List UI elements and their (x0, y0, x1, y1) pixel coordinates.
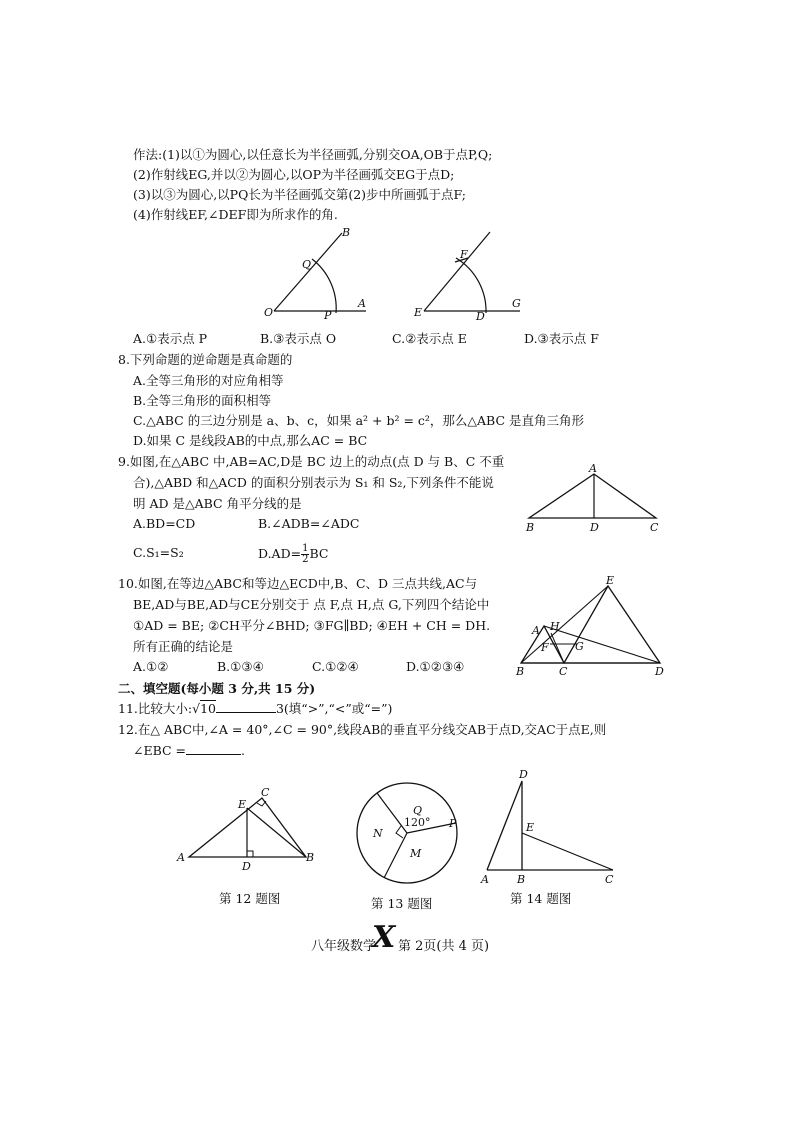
q7-option-d: D.③表示点 F (524, 331, 599, 346)
q10-option-c: C.①②④ (312, 659, 359, 674)
q7-label-q: Q (302, 258, 312, 271)
q12-line-2-suffix: . (241, 743, 246, 758)
fig13-label-m: M (410, 847, 422, 860)
fig12-label-c: C (261, 786, 270, 799)
q10-label-h: H (550, 620, 560, 633)
q7-label-p: P (324, 309, 332, 322)
fig12-label-d: D (242, 860, 251, 873)
footer-left: 八年级数学 (311, 939, 377, 954)
q9-option-a: A.BD=CD (133, 516, 196, 531)
fig14-label-b: B (517, 873, 526, 886)
fig13-label-n: N (373, 827, 383, 840)
q7-option-a: A.①表示点 P (133, 331, 208, 346)
q11-suffix: 3(填“>”,“<”或“=”) (275, 701, 393, 716)
q7-label-o: O (264, 306, 274, 319)
q9-fraction-num: 1 (302, 543, 309, 554)
q10-stem-3: ①AD = BE; ②CH平分∠BHD; ③FG∥BD; ④EH + CH = DH. (133, 618, 491, 633)
q9-label-b: B (526, 521, 535, 534)
q9-label-d: D (590, 521, 599, 534)
q7-label-e: E (414, 306, 423, 319)
q9-stem-2: 合),△ABD 和△ACD 的面积分别表示为 S₁ 和 S₂,下列条件不能说 (133, 475, 494, 490)
q10-label-g: G (575, 640, 584, 653)
q11-prefix: 11.比较大小: (118, 701, 193, 716)
q7-label-b: B (342, 226, 351, 239)
q7-label-a: A (358, 297, 366, 310)
figure-13-caption: 第 13 题图 (371, 896, 433, 911)
q10-option-b: B.①③④ (217, 659, 264, 674)
q10-label-d: D (655, 665, 664, 678)
figure-14-caption: 第 14 题图 (510, 891, 572, 906)
q7-option-c: C.②表示点 E (392, 331, 467, 346)
figure-12-caption: 第 12 题图 (219, 891, 281, 906)
q12-line-2-prefix: ∠EBC = (133, 743, 187, 758)
q10-option-a: A.①② (133, 659, 169, 674)
q12-line-1: 12.在△ ABC中,∠A = 40°,∠C = 90°,线段AB的垂直平分线交AB于点D,交AC于点E,则 (118, 722, 607, 737)
fig13-label-q: Q (413, 804, 423, 817)
q8-stem: 8.下列命题的逆命题是真命题的 (118, 352, 293, 367)
q9-option-d-suffix: BC (309, 546, 329, 561)
q8-option-b: B.全等三角形的面积相等 (133, 393, 272, 408)
q10-stem-4: 所有正确的结论是 (133, 639, 234, 654)
q9-stem-3: 明 AD 是△ABC 角平分线的是 (133, 496, 302, 511)
q10-stem-2: BE,AD与BE,AD与CE分别交于 点 F,点 H,点 G,下列四个结论中 (133, 597, 490, 612)
fig12-label-b: B (306, 851, 315, 864)
q10-stem-1: 10.如图,在等边△ABC和等边△ECD中,B、C、D 三点共线,AC与 (118, 576, 478, 591)
footer-logo-mark: X (372, 920, 396, 955)
q9-option-d-prefix: D.AD= (258, 546, 302, 561)
q8-option-a: A.全等三角形的对应角相等 (133, 373, 284, 388)
sqrt-icon: √ (192, 701, 201, 716)
q7-step-4: (4)作射线EF,∠DEF即为所求作的角. (133, 207, 338, 222)
q9-option-b: B.∠ADB=∠ADC (258, 516, 360, 531)
fig14-label-d: D (519, 768, 528, 781)
fig12-label-a: A (177, 851, 185, 864)
q10-label-e: E (606, 574, 615, 587)
q10-label-b: B (516, 665, 525, 678)
fig14-label-c: C (605, 873, 614, 886)
q7-label-d: D (476, 310, 485, 323)
q10-label-a: A (532, 624, 540, 637)
q8-option-d: D.如果 C 是线段AB的中点,那么AC = BC (133, 433, 368, 448)
q7-option-b: B.③表示点 O (260, 331, 337, 346)
q7-label-g: G (512, 297, 521, 310)
fig13-label-angle: 120° (404, 816, 431, 829)
fig12-label-e: E (238, 798, 247, 811)
footer-page: 第 2页(共 4 页) (398, 939, 490, 954)
q10-option-d: D.①②③④ (406, 659, 465, 674)
q11-radicand: 10 (200, 701, 216, 716)
q7-step-2: (2)作射线EG,并以②为圆心,以OP为半径画弧交EG于点D; (133, 167, 455, 182)
q9-label-c: C (650, 521, 659, 534)
q9-stem-1: 9.如图,在△ABC 中,AB=AC,D是 BC 边上的动点(点 D 与 B、C 不重 (118, 454, 505, 469)
q8-option-c: C.△ABC 的三边分别是 a、b、c，如果 a² + b² = c²，那么△ABC 是直角三角形 (133, 413, 585, 428)
fig14-label-a: A (481, 873, 489, 886)
q7-step-3: (3)以③为圆心,以PQ长为半径画弧交第(2)步中所画弧于点F; (133, 187, 466, 202)
q9-fraction-den: 2 (302, 554, 309, 565)
section-2-title: 二、填空题(每小题 3 分,共 15 分) (118, 681, 316, 696)
q9-label-a: A (589, 462, 597, 475)
q10-label-c: C (559, 665, 568, 678)
q7-label-f: F (460, 248, 468, 261)
fig14-label-e: E (526, 821, 535, 834)
q7-step-1: 作法:(1)以①为圆心,以任意长为半径画弧,分别交OA,OB于点P,Q; (133, 147, 493, 162)
q10-label-f: F (541, 641, 549, 654)
q9-option-c: C.S₁=S₂ (133, 545, 184, 560)
fig13-label-p: P (449, 817, 457, 830)
